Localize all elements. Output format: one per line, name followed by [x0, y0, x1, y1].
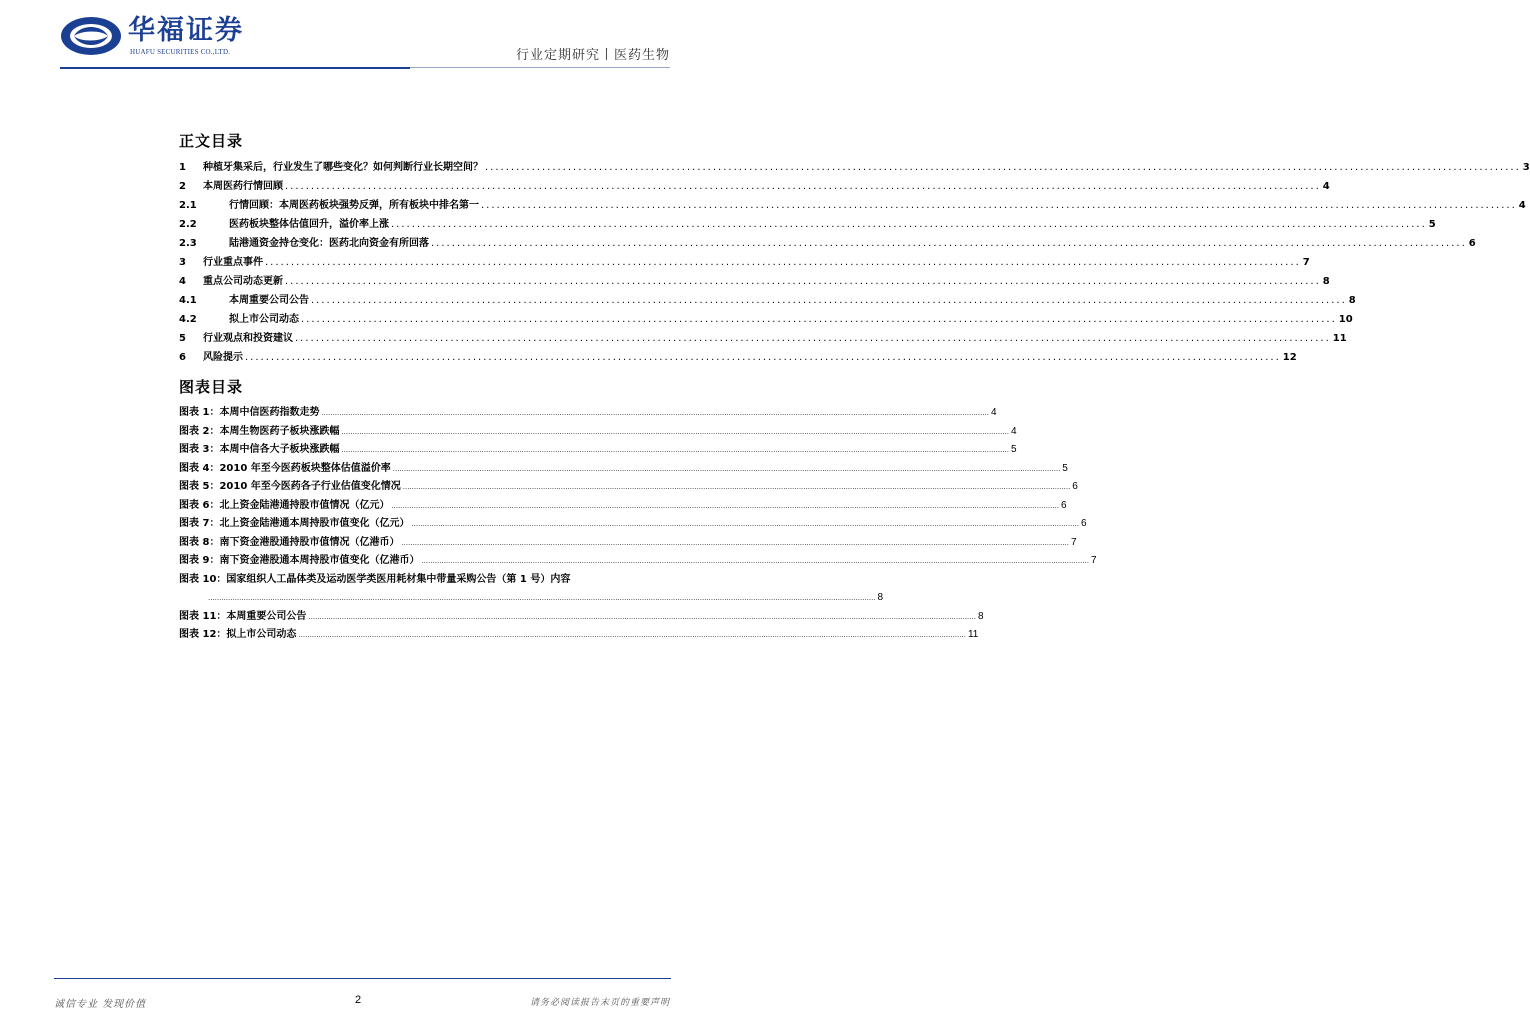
figure-entry[interactable] — [179, 497, 1067, 516]
figure-entry-page: 5 — [1010, 444, 1017, 455]
toc-entry-page: 5 — [1428, 219, 1436, 230]
header-divider — [60, 67, 410, 69]
figures-title: 图表目录 — [179, 378, 244, 396]
toc-leader-dots: ........................................................................................................................................................................................................ — [391, 219, 1427, 230]
toc-entry[interactable] — [179, 196, 1526, 215]
toc-entry-number: 4.1 — [179, 295, 197, 306]
toc-entry-title: 陆港通资金持仓变化：医药北向资金有所回落 — [229, 238, 429, 249]
toc-entry-page: 8 — [1348, 295, 1356, 306]
figure-entry-title: 图表 9：南下资金港股通本周持股市值变化（亿港币） — [179, 555, 420, 566]
figure-entry[interactable] — [179, 460, 1068, 479]
toc-entry[interactable] — [179, 215, 1436, 234]
toc-entry-number: 2.2 — [179, 219, 197, 230]
toc-leader-dots: ........................................................................................................................................................................................................ — [285, 181, 1321, 192]
toc-title: 正文目录 — [179, 132, 244, 150]
toc-entry-title: 行业观点和投资建议 — [203, 333, 293, 344]
footer-disclaimer: 请务必阅读报告末页的重要声明 — [529, 998, 670, 1008]
figure-entry-page: 5 — [1062, 462, 1068, 474]
figure-leader-dots: ............................................................................................................................................................................................................................................................................................................ — [421, 557, 1089, 565]
footer-slogan: 诚信专业 发现价值 — [54, 999, 147, 1010]
figure-entry[interactable] — [179, 423, 1017, 442]
figure-entry-title: 图表 3：本周中信各大子板块涨跌幅 — [179, 444, 340, 455]
toc-entry-title: 本周医药行情回顾 — [203, 181, 283, 192]
toc-entry-number: 4 — [179, 276, 186, 287]
toc-leader-dots: ........................................................................................................................................................................................................ — [301, 314, 1337, 325]
toc-entry-page: 3 — [1522, 162, 1530, 173]
toc-leader-dots: ........................................................................................................................................................................................................ — [481, 200, 1517, 211]
figure-leader-dots: ............................................................................................................................................................................................................................................................................................................ — [402, 483, 1071, 491]
figure-leader-dots: ............................................................................................................................................................................................................................................................................................................ — [401, 538, 1069, 547]
toc-entry[interactable] — [179, 253, 1310, 272]
page-number: 2 — [355, 994, 362, 1006]
company-logo — [60, 14, 260, 60]
logo-chinese-name: 华福证券 — [128, 15, 244, 46]
figure-entry[interactable] — [179, 571, 671, 590]
toc-entry-title: 本周重要公司公告 — [229, 295, 309, 306]
toc-entry-title: 拟上市公司动态 — [229, 314, 299, 325]
toc-entry-page: 10 — [1338, 314, 1353, 325]
figure-leader-dots: ............................................................................................................................................................................................................................................................................................................ — [392, 464, 1061, 473]
figure-entry-title: 图表 10：国家组织人工晶体类及运动医学类医用耗材集中带量采购公告（第 1 号）内容 — [179, 573, 571, 585]
header-divider-thin — [410, 67, 670, 68]
footer-divider — [54, 978, 671, 979]
figure-entry-page: 6 — [1080, 518, 1087, 529]
logo-english-name: HUAFU SECURITIES CO.,LTD. — [130, 48, 231, 56]
toc-entry-page: 8 — [1322, 276, 1330, 287]
toc-leader-dots: ........................................................................................................................................................................................................ — [431, 238, 1467, 249]
figure-leader-dots: ............................................................................................................................................................................................................................................................................................................ — [341, 446, 1009, 454]
figure-entry-title: 图表 5：2010 年至今医药各子行业估值变化情况 — [179, 481, 401, 492]
figure-entry[interactable] — [179, 478, 1078, 497]
toc-leader-dots: ........................................................................................................................................................................................................ — [245, 352, 1281, 363]
figure-leader-dots: ............................................................................................................................................................................................................................................................................................................ — [308, 612, 976, 621]
toc-entry-number: 2 — [179, 181, 186, 192]
figure-entry-page: 7 — [1090, 555, 1097, 566]
figure-entry-page: 8 — [977, 610, 984, 622]
figure-entry-title: 图表 2：本周生物医药子板块涨跌幅 — [179, 425, 340, 437]
toc-list — [179, 158, 1530, 367]
toc-leader-dots: ........................................................................................................................................................................................................ — [265, 257, 1301, 268]
report-type-label: 行业定期研究丨医药生物 — [515, 48, 670, 63]
toc-entry-page: 11 — [1332, 333, 1347, 344]
figure-entry-page: 4 — [990, 407, 997, 418]
figures-list — [179, 404, 1097, 645]
figure-leader-dots: ............................................................................................................................................................................................................................................................................................................ — [341, 427, 1009, 436]
figure-entry[interactable] — [179, 441, 1017, 460]
toc-entry-title: 行业重点事件 — [203, 257, 263, 268]
toc-entry[interactable] — [179, 348, 1297, 367]
toc-entry[interactable] — [179, 291, 1356, 310]
figure-entry[interactable] — [179, 626, 979, 645]
figure-entry-page: 11 — [967, 629, 979, 640]
figure-entry-title: 图表 12：拟上市公司动态 — [179, 629, 297, 640]
toc-entry-number: 4.2 — [179, 314, 197, 325]
toc-entry-page: 7 — [1302, 257, 1310, 268]
toc-leader-dots: ........................................................................................................................................................................................................ — [295, 333, 1331, 344]
toc-entry-number: 1 — [179, 162, 186, 173]
figure-leader-dots: ............................................................................................................................................................................................................................................................................................................ — [208, 594, 876, 602]
toc-entry-title: 行情回顾：本周医药板块强势反弹，所有板块中排名第一 — [229, 200, 479, 211]
toc-entry-page: 6 — [1468, 238, 1476, 249]
toc-entry-title: 风险提示 — [203, 352, 243, 363]
figure-leader-dots: ............................................................................................................................................................................................................................................................................................................ — [391, 501, 1059, 510]
toc-entry[interactable] — [179, 310, 1353, 329]
toc-leader-dots: ........................................................................................................................................................................................................ — [485, 162, 1521, 173]
figure-leader-dots: ............................................................................................................................................................................................................................................................................................................ — [321, 409, 989, 417]
figure-entry-page: 7 — [1070, 536, 1077, 548]
toc-entry[interactable] — [179, 234, 1476, 253]
toc-entry[interactable] — [179, 177, 1330, 196]
toc-entry-number: 5 — [179, 333, 186, 344]
toc-entry-page: 4 — [1322, 181, 1330, 192]
figure-leader-dots: ............................................................................................................................................................................................................................................................................................................ — [411, 520, 1079, 528]
toc-entry[interactable] — [179, 158, 1530, 177]
figure-entry[interactable] — [179, 515, 1087, 534]
toc-entry-title: 医药板块整体估值回升，溢价率上涨 — [229, 219, 389, 230]
figure-entry[interactable] — [179, 534, 1077, 553]
figure-entry-title: 图表 11：本周重要公司公告 — [179, 610, 307, 622]
figure-entry-page: 6 — [1072, 481, 1078, 492]
toc-entry[interactable] — [179, 272, 1330, 291]
figure-entry-title: 图表 1：本周中信医药指数走势 — [179, 407, 320, 418]
toc-entry[interactable] — [179, 329, 1347, 348]
figure-entry-page: 6 — [1060, 499, 1067, 511]
figure-entry[interactable] — [179, 608, 984, 627]
huafu-logo-icon — [60, 16, 122, 56]
toc-leader-dots: ........................................................................................................................................................................................................ — [285, 276, 1321, 287]
figure-entry-title: 图表 4：2010 年至今医药板块整体估值溢价率 — [179, 462, 391, 474]
figure-entry-page: 8 — [877, 592, 884, 603]
toc-entry-number: 3 — [179, 257, 186, 268]
figure-entry[interactable] — [179, 552, 1097, 571]
figure-entry-title: 图表 7：北上资金陆港通本周持股市值变化（亿元） — [179, 518, 410, 529]
figure-entry-title: 图表 6：北上资金陆港通持股市值情况（亿元） — [179, 499, 390, 511]
figure-leader-dots: ............................................................................................................................................................................................................................................................................................................ — [298, 631, 966, 639]
figure-entry-continuation[interactable] — [179, 589, 884, 608]
toc-entry-page: 4 — [1518, 200, 1526, 211]
toc-entry-title: 重点公司动态更新 — [203, 276, 283, 287]
figure-entry-page: 4 — [1010, 425, 1017, 437]
toc-entry-number: 2.1 — [179, 200, 197, 211]
toc-entry-page: 12 — [1282, 352, 1297, 363]
toc-entry-number: 6 — [179, 352, 186, 363]
toc-entry-title: 种植牙集采后，行业发生了哪些变化？如何判断行业长期空间？ — [203, 162, 483, 173]
figure-entry[interactable] — [179, 404, 997, 423]
toc-leader-dots: ........................................................................................................................................................................................................ — [311, 295, 1347, 306]
figure-entry-title: 图表 8：南下资金港股通持股市值情况（亿港币） — [179, 536, 400, 548]
toc-entry-number: 2.3 — [179, 238, 197, 249]
